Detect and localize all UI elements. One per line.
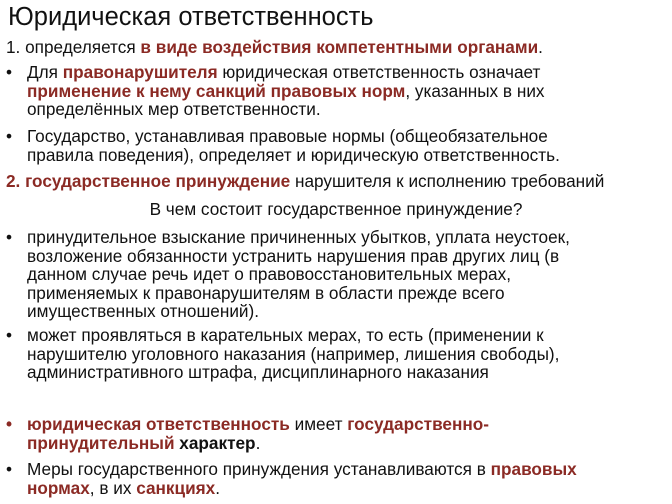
bullet-punitive-line-1: может проявляться в карательных мерах, то есть (применении к [27,325,544,345]
highlight-coercive: принудительный [27,432,175,453]
bullet-restorative-line-3: данном случае речь идет о правовосстановительных мерах, [27,264,511,284]
bullet-restorative-line-2: возложение обязанности устранить нарушения прав других лиц (в [27,245,560,266]
text-span: Для [27,62,63,82]
bullet-restorative-line-5: имущественных отношений). [27,301,260,321]
bullet-marker: • [6,62,13,82]
text-span: юридическая ответственность означает [217,62,541,82]
highlight-norms: нормах [27,477,90,498]
bullet-punitive-line-3: административного штрафа, дисциплинарного наказания [27,362,489,382]
bullet-offender-line-3: определённых мер ответственности. [27,99,321,119]
bullet-character-line-2 [27,434,489,453]
bullet-state-line-2: правила поведения), определяет и юридическую ответственность. [27,144,560,165]
bullet-marker-accent: • [6,414,13,434]
text-span: . [215,477,221,498]
highlight-legal: правовых [490,459,577,479]
question-heading: В чем состоит государственное принуждение? [149,199,523,219]
highlight-sanctions: применение к нему санкций правовых норм [27,80,406,101]
point-2-highlight: 2. государственное принуждение [6,171,291,191]
point-2-rest: нарушителя к исполнению требований [290,171,605,191]
slide-title: Юридическая ответственность [8,3,374,31]
bullet-punitive-line-2: нарушителю уголовного наказания (например, лишения свободы), [27,343,560,364]
bullet-offender-line-1 [27,63,545,82]
bullet-marker: • [6,126,13,146]
point-1-number: 1. определяется [6,37,141,57]
text-span: , в их [89,477,137,498]
point-1-highlight: в виде воздействия компетентными органами [140,37,539,57]
highlight-state: государственно- [347,414,489,434]
highlight-sanctions: санкциях [136,477,216,498]
bullet-state-line-1: Государство, устанавливая правовые нормы (общеобязательное [27,126,548,146]
text-span: . [255,432,261,453]
point-1 [6,38,666,57]
point-1-end: . [538,37,543,57]
text-span: , указанных в них [405,80,545,101]
bullet-offender-line-2 [27,82,545,101]
bullet-measures-line-1 [27,460,577,479]
highlight-legal-responsibility: юридическая ответственность [27,414,290,434]
bullet-restorative-line-1: принудительное взыскание причиненных убытков, уплата неустоек, [27,227,570,247]
highlight-offender: правонарушителя [62,62,218,82]
text-span: имеет [289,414,348,434]
bullet-marker: • [6,227,13,247]
bold-character: характер [174,432,256,453]
text-span: Меры государственного принуждения устанавливаются в [27,459,491,479]
bullet-measures-line-2 [27,479,577,498]
bullet-restorative-line-4: применяемых к правонарушителям в области прежде всего [27,282,505,303]
bullet-character-line-1 [27,415,489,434]
bullet-marker: • [6,325,13,345]
bullet-marker: • [6,459,13,479]
point-2 [6,172,666,191]
